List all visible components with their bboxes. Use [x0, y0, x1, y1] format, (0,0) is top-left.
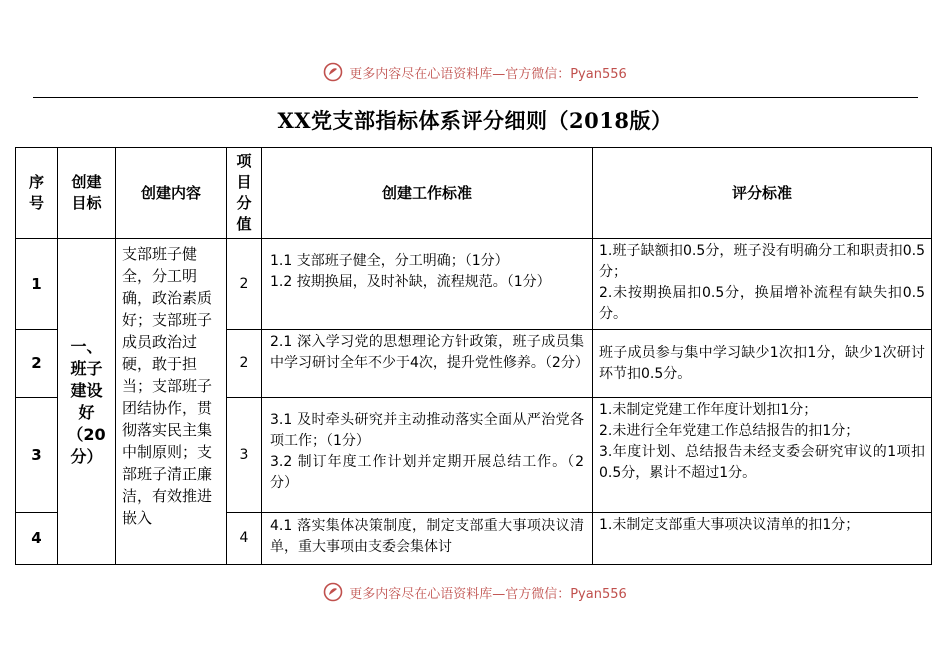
standard-line: 2.1 深入学习党的思想理论方针政策，班子成员集中学习研讨全年不少于4次，提升党性修养。（2分）: [270, 334, 589, 371]
row-evaluation: [593, 398, 932, 513]
watermark-text: 更多内容尽在心语资料库—官方微信：Pyan556: [349, 66, 627, 82]
scoring-table: [15, 147, 932, 565]
content-text: 支部班子健全，分工明确，政治素质好；支部班子成员政治过硬，敢于担当；支部班子团结协作，贯彻落实民主集中制原则；支部班子清正廉洁，有效推进嵌入: [122, 245, 213, 527]
watermark-text: 更多内容尽在心语资料库—官方微信：Pyan556: [349, 586, 627, 602]
watermark-bottom: [0, 581, 950, 603]
evaluation-line: 2.未进行全年党建工作总结报告的扣1分；: [599, 423, 860, 439]
evaluation-line: 1.未制定支部重大事项决议清单的扣1分；: [599, 517, 860, 533]
header-standard: 创建工作标准: [262, 148, 593, 239]
evaluation-line: 2.未按期换届扣0.5分，换届增补流程有缺失扣0.5分。: [599, 285, 925, 322]
row-score: 3: [227, 398, 262, 513]
row-seq: 3: [16, 398, 58, 513]
row-seq: 2: [16, 330, 58, 398]
watermark-logo-icon: [323, 62, 343, 82]
evaluation-line: 3.年度计划、总结报告未经支委会研究审议的1项扣0.5分，累计不超过1分。: [599, 444, 925, 481]
header-score: 项目分值: [227, 148, 262, 239]
document-title: XX党支部指标体系评分细则（2018版）: [277, 108, 673, 133]
row-standard: [262, 330, 593, 398]
row-seq: 1: [16, 239, 58, 330]
row-seq: 4: [16, 513, 58, 565]
standard-line: 3.1 及时牵头研究并主动推动落实全面从严治党各项工作；（1分）: [270, 412, 584, 449]
header-content: 创建内容: [116, 148, 227, 239]
header-row: [16, 148, 932, 239]
row-score: 2: [227, 330, 262, 398]
header-goal: 创建目标: [58, 148, 116, 239]
table-row: [16, 239, 932, 330]
header-seq: 序号: [16, 148, 58, 239]
header-rule: [33, 97, 918, 98]
watermark-top: [0, 61, 950, 83]
goal-cell: 一、班子建设好（20分）: [58, 239, 116, 565]
standard-line: 3.2 制订年度工作计划并定期开展总结工作。（2分）: [270, 454, 584, 491]
header-evaluation: 评分标准: [593, 148, 932, 239]
content-cell: [116, 239, 227, 565]
watermark-logo-icon: [323, 582, 343, 602]
evaluation-line: 1.班子缺额扣0.5分，班子没有明确分工和职责扣0.5分；: [599, 243, 925, 280]
evaluation-line: 1.未制定党建工作年度计划扣1分；: [599, 402, 818, 418]
standard-line: 1.2 按期换届，及时补缺，流程规范。（1分）: [270, 274, 551, 290]
standard-line: 1.1 支部班子健全，分工明确；（1分）: [270, 253, 509, 269]
row-score: 2: [227, 239, 262, 330]
row-standard: [262, 239, 593, 330]
evaluation-line: 班子成员参与集中学习缺少1次扣1分，缺少1次研讨环节扣0.5分。: [599, 344, 925, 382]
row-standard: [262, 398, 593, 513]
row-evaluation: [593, 239, 932, 330]
row-score: 4: [227, 513, 262, 565]
standard-line: 4.1 落实集体决策制度，制定支部重大事项决议清单，重大事项由支委会集体讨: [270, 518, 584, 555]
row-evaluation: [593, 513, 932, 565]
row-standard: [262, 513, 593, 565]
row-evaluation: [593, 330, 932, 398]
